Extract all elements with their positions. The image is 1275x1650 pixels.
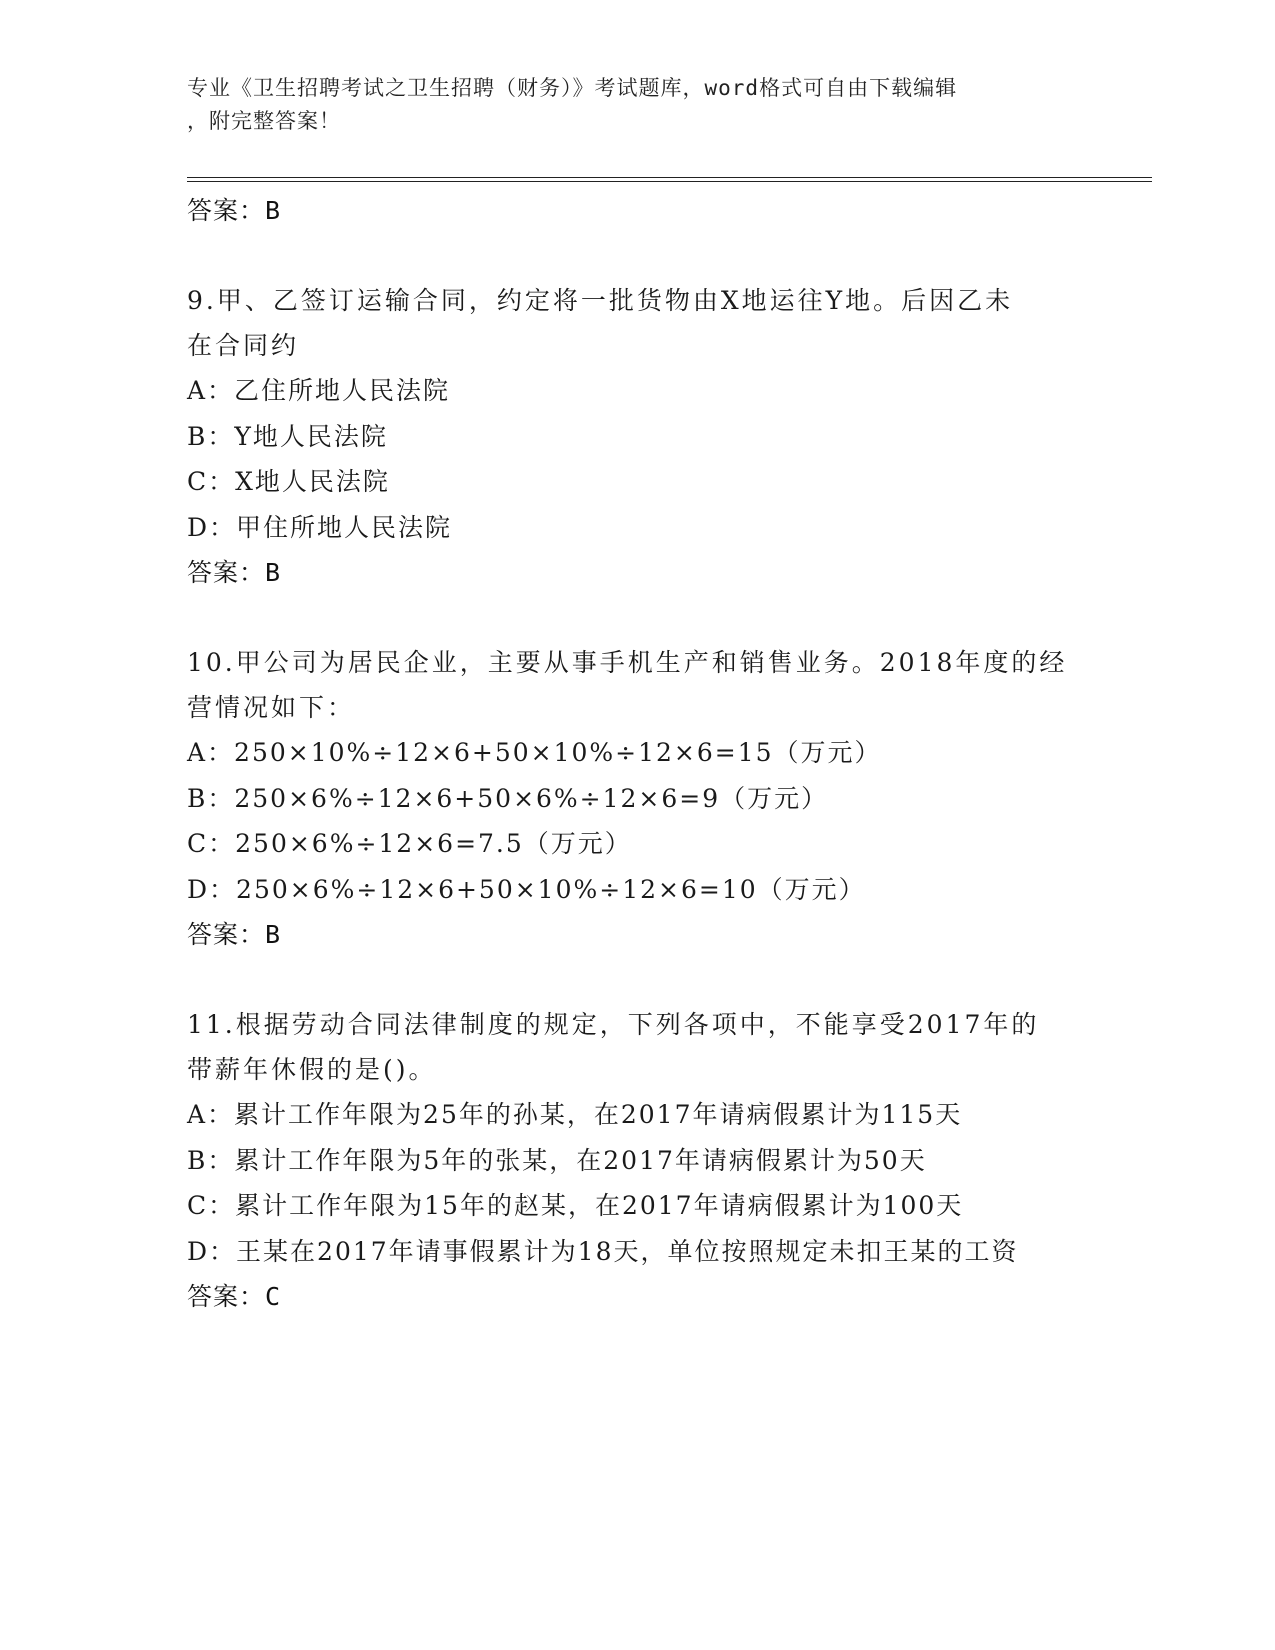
option-d: D：甲住所地人民法院	[187, 512, 453, 542]
document-header	[187, 72, 1087, 138]
question-10	[187, 640, 1087, 958]
question-9	[187, 278, 1087, 596]
question-text-line: 在合同约	[187, 331, 300, 360]
question-text	[187, 640, 1087, 730]
answer-line: 答案：B	[187, 196, 282, 225]
answer-line: 答案：B	[187, 558, 282, 587]
option-d: D：王某在2017年请事假累计为18天，单位按照规定未扣王某的工资	[187, 1236, 1019, 1266]
question-text	[187, 1002, 1087, 1092]
option-a: A：累计工作年限为25年的孙某，在2017年请病假累计为115天	[187, 1100, 963, 1129]
option-c: C：累计工作年限为15年的赵某，在2017年请病假累计为100天	[187, 1191, 964, 1220]
header-divider-bottom	[187, 181, 1152, 182]
document-body	[187, 188, 1087, 1320]
option-b: B：累计工作年限为5年的张某，在2017年请病假累计为50天	[187, 1145, 927, 1175]
option-b: B：Y地人民法院	[187, 421, 388, 451]
header-divider-top	[187, 177, 1152, 178]
option-d: D：250×6%÷12×6+50×10%÷12×6=10（万元）	[187, 874, 866, 904]
header-line-2: ，附完整答案！	[187, 109, 341, 133]
option-b: B：250×6%÷12×6+50×6%÷12×6=9（万元）	[187, 783, 829, 813]
question-11	[187, 1002, 1087, 1320]
answer-line: 答案：B	[187, 920, 282, 949]
option-c: C：250×6%÷12×6=7.5（万元）	[187, 829, 632, 858]
question-text-line: 11.根据劳动合同法律制度的规定，下列各项中，不能享受2017年的	[187, 1010, 1040, 1039]
question-text-line: 带薪年休假的是()。	[187, 1055, 437, 1084]
question-text	[187, 278, 1087, 368]
question-text-line: 9.甲、乙签订运输合同，约定将一批货物由X地运往Y地。后因乙未	[187, 286, 1014, 315]
option-a: A：250×10%÷12×6+50×10%÷12×6=15（万元）	[187, 738, 882, 767]
question-text-line: 10.甲公司为居民企业，主要从事手机生产和销售业务。2018年度的经	[187, 648, 1068, 677]
option-a: A：乙住所地人民法院	[187, 376, 451, 405]
header-line-1: 专业《卫生招聘考试之卫生招聘（财务）》考试题库，word格式可自由下载编辑	[187, 76, 958, 100]
question-text-line: 营情况如下：	[187, 693, 356, 722]
option-c: C：X地人民法院	[187, 467, 390, 496]
answer-line: 答案：C	[187, 1282, 282, 1311]
